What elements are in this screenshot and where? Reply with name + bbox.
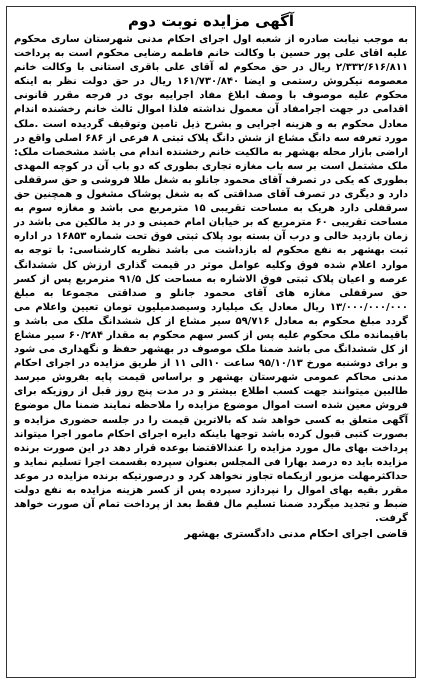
auction-notice (6, 6, 416, 678)
notice-title: آگهی مزایده نوبت دوم (127, 12, 295, 30)
notice-signature: قاضی اجرای احکام مدنی دادگستری بهشهر (184, 528, 408, 541)
notice-body: به موجب نیابت صادره از شعبه اول اجرای احکام مدنی شهرستان ساری محکوم علیه اقای علی پور حسین با وکالت خانم فاطمه رضایی محکوم است به پرداخت ۲/۳۳۲/۶۱۶/۸۱۱ ریال در حق محکوم له آقای علی باقری استانی با وکالت خانم معصومه نیکروش رستمی و ایضا ۱۶۱/۷۳۰/۸۴۰ ریال در حق دولت نظر به اینکه محکوم علیه موصوف با وصف ابلاغ مفاد اجراییه بوی در فرجه مقرر قانونی اقدامی در جهت اجرامفاد آن معمول نداشته فلذا اموال ثالث خانم رخشنده اندام معادل محکوم به و هزینه اجرایی و بشرح ذیل تامین وتوقیف گردیده است .ملک مورد تعرفه سه دانگ مشاع از شش دانگ پلاک ثبتی ۸ فرعی از ۶۸۶ اصلی واقع در اراضی بازار محله بهشهر به مالکیت خانم رخشنده اندام می باشد مشخصات ملک: ملک مشتمل است بر سه باب مغازه تجاری بطوری که دو باب آن در کوچه المهدی بطوری که یکی در تصرف آقای محمود جانلو به شغل طلا فروشی و حق سرقفلی دارد و دیگری در تصرف آقای صداقتی که به شغل پوشاک مشغول و همچنین حق سرقفلی دارد هریک به مساحت تقریبی ۱۵ مترمربع می باشد و مغازه سوم به مساحت تقریبی ۶۰ مترمربع که بر خیابان امام خمینی و در ید مالکین می باشد در زمان بازدید خالی و درب آن بسته بود پلاک ثبتی فوق تحت شماره ۱۶۸۵۳ در اداره ثبت بهشهر به نفع محکوم له بازداشت می باشد نظریه کارشناسی: با توجه به موارد اعلام شده فوق وکلیه عوامل موثر در قیمت گذاری ارزش کل ششدانگ عرصه و اعیان پلاک ثبتی فوق الاشاره به مساحت کل ۹۱/۵ مترمربع پس از کسر حق سرقفلی مغازه های آقای محمود جانلو و صداقتی مجموعا به مبلغ ۱۳/۰۰۰/۰۰۰/۰۰۰ ریال معادل یک میلیارد وسیصدمیلیون تومان تعیین واعلام می گردد مبلغ محکوم به معادل ۵۹/۷۱۶ سیر مشاع از کل ششدانگ ملک می باشد و باقیمانده ملک محکوم علیه پس از کسر سهم محکوم به مقدار ۶۰/۲۸۴ سیر مشاع از کل ششدانگ می باشد ضمنا ملک موصوف در بهشهر حفظ و نگهداری می شود و برای دوشنبه مورخ ۹۵/۱۰/۱۳ ساعت ۱۰الی ۱۱ از طریق مزایده در اجرای احکام مدنی محاکم عمومی شهرستان بهشهر و براساس قیمت پایه بفروش میرسد طالبین میتوانند جهت کسب اطلاع بیشتر و در مدت پنج روز قبل از روزیکه برای فروش معین شده است اموال موضوع مزایده را ملاحظه نمایند ضمنا مال موضوع آگهی متعلق به کسی خواهد شد که بالاترین قیمت را در جلسه حضوری مزایده و بصورت کتبی قبول کرده باشد توجها باینکه دایره اجرای احکام مامور اجرا میتواند پرداخت بهای مال مورد مزایده را عندالاقتضا بوعده قرار دهد در این صورت برنده مزایده باید ده درصد بهارا فی المجلس بعنوان سپرده بقسمت اجرا تسلیم نماید و حداکثرمهلت مزبور ازیکماه تجاوز نخواهد کرد و درصورتیکه برنده مزایده در موعد مقرر بقیه بهای اموال را نپردازد سپرده پس از کسر هزینه مزایده به نفع دولت ضبط و تجدید میگردد ضمنا تسلیم مال فقط بعد از پرداخت تمام آن صورت خواهد گرفت. (14, 34, 409, 525)
